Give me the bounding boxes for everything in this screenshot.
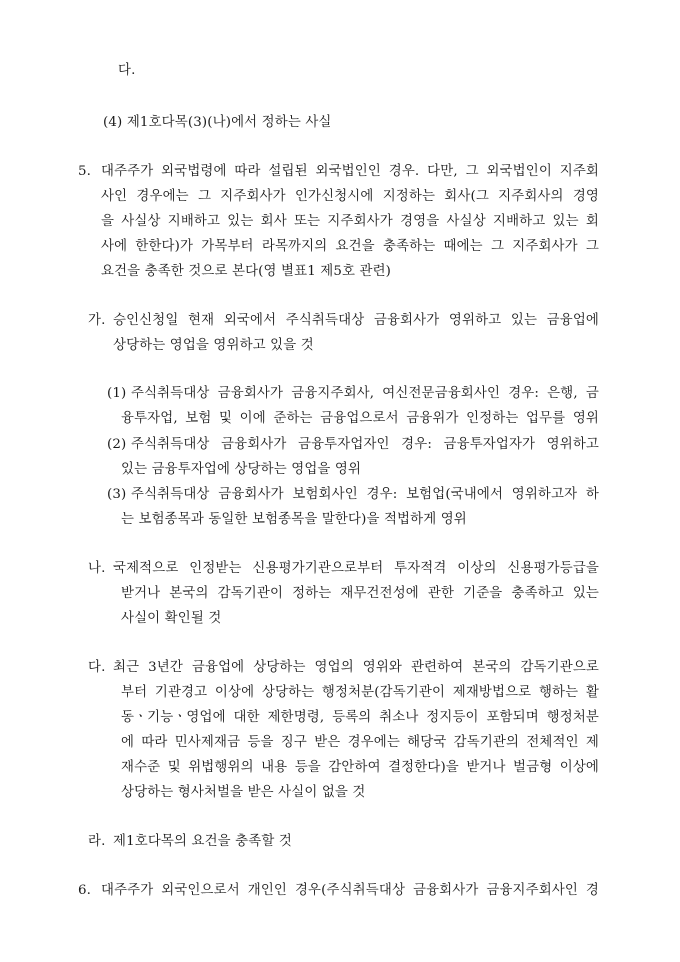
line-text: 최근 3년간 금융업에 상당하는 영업의 영위와 관련하여 본국의 감독기관으로 — [113, 660, 599, 675]
text-line — [121, 734, 599, 752]
text-line — [121, 610, 221, 628]
item-na-number — [88, 560, 106, 578]
text-line — [121, 410, 599, 428]
text-line — [121, 585, 599, 603]
line-text: 국제적으로 인정받는 신용평가기관으로부터 투자적격 이상의 신용평가등급을 — [113, 561, 599, 576]
line-text: 대주주가 외국인으로서 개인인 경우(주식취득대상 금융회사가 금융지주회사인 경 — [101, 883, 599, 898]
item-number: (1) — [107, 386, 127, 401]
line-text: 사에 한한다)가 가목부터 라목까지의 요건을 충족하는 때에는 그 지주회사가 그 — [101, 239, 599, 254]
text-line — [103, 114, 332, 132]
text-line — [131, 436, 599, 454]
line-text: 재수준 및 위법행위의 내용 등을 감안하여 결정한다)을 받거나 벌금형 이상에 — [121, 760, 599, 775]
item-6-number — [78, 882, 91, 900]
text-line — [101, 238, 599, 256]
text-line — [113, 833, 292, 851]
line-text: 동ㆍ기능ㆍ영업에 대한 제한명령, 등록의 취소나 정지등이 포함되며 행정처분 — [121, 710, 599, 725]
text-line — [121, 461, 361, 479]
line-text: 는 보험종목과 동일한 보험종목을 말한다)을 적법하게 영위 — [121, 512, 467, 527]
item-number: (3) — [107, 487, 127, 502]
line-text: 상당하는 영업을 영위하고 있을 것 — [113, 338, 314, 353]
text-line — [101, 188, 599, 206]
text-line — [113, 337, 314, 355]
line-text: 있는 금융투자업에 상당하는 영업을 영위 — [121, 462, 362, 477]
text-line — [101, 882, 599, 900]
text-line — [101, 213, 599, 231]
item-da-number — [88, 659, 106, 677]
subitem-2-number — [107, 436, 126, 454]
text-line — [121, 759, 599, 777]
line-text: 제1호다목의 요건을 충족할 것 — [113, 834, 292, 849]
item-number: (2) — [107, 437, 127, 452]
line-text: 주식취득대상 금융회사가 보험회사인 경우: 보험업(국내에서 영위하고자 하 — [131, 487, 599, 502]
item-number: 나. — [88, 561, 106, 576]
line-text: 대주주가 외국법령에 따라 설립된 외국법인인 경우. 다만, 그 외국법인이 지주회 — [101, 164, 599, 179]
item-number: 5. — [78, 164, 92, 179]
line-text: 사실이 확인될 것 — [121, 611, 222, 626]
line-text: 사인 경우에는 그 지주회사가 인가신청시에 지정하는 회사(그 지주회사의 경영 — [101, 189, 599, 204]
line-text: 다. — [118, 63, 136, 78]
item-number: 6. — [78, 883, 92, 898]
item-number: 가. — [88, 313, 106, 328]
line-text: 받거나 본국의 감독기관이 정하는 재무건전성에 관한 기준을 충족하고 있는 — [121, 586, 599, 601]
line-text: (4) 제1호다목(3)(나)에서 정하는 사실 — [103, 115, 332, 130]
text-line — [113, 659, 599, 677]
line-text: 주식취득대상 금융회사가 금융지주회사, 여신전문금융회사인 경우: 은행, 금 — [131, 386, 599, 401]
item-5-number — [78, 163, 91, 181]
text-line — [131, 385, 599, 403]
line-text: 요건을 충족한 것으로 본다(영 별표1 제5호 관련) — [101, 264, 392, 279]
item-ra-number — [88, 833, 106, 851]
text-line — [121, 684, 599, 702]
line-text: 융투자업, 보험 및 이에 준하는 금융업으로서 금융위가 인정하는 업무를 영위 — [121, 411, 599, 426]
subitem-1-number — [107, 385, 126, 403]
text-line — [121, 511, 467, 529]
line-text: 상당하는 형사처벌을 받은 사실이 없을 것 — [121, 785, 366, 800]
text-line — [121, 709, 599, 727]
text-line — [118, 62, 136, 80]
text-line — [113, 312, 599, 330]
item-number: 다. — [88, 660, 106, 675]
text-line — [101, 163, 599, 181]
line-text: 승인신청일 현재 외국에서 주식취득대상 금융회사가 영위하고 있는 금융업에 — [113, 313, 599, 328]
line-text: 부터 기관경고 이상에 상당하는 행정처분(감독기관이 제재방법으로 행하는 활 — [121, 685, 599, 700]
text-line — [113, 560, 599, 578]
line-text: 주식취득대상 금융회사가 금융투자업자인 경우: 금융투자업자가 영위하고 — [131, 437, 599, 452]
subitem-3-number — [107, 486, 126, 504]
line-text: 에 따라 민사제재금 등을 징구 받은 경우에는 해당국 감독기관의 전체적인 제 — [121, 735, 599, 750]
text-line — [101, 263, 391, 281]
item-number: 라. — [88, 834, 106, 849]
line-text: 을 사실상 지배하고 있는 회사 또는 지주회사가 경영을 사실상 지배하고 있는 회 — [101, 214, 599, 229]
text-line — [121, 784, 365, 802]
item-ga-number — [88, 312, 106, 330]
text-line — [131, 486, 599, 504]
